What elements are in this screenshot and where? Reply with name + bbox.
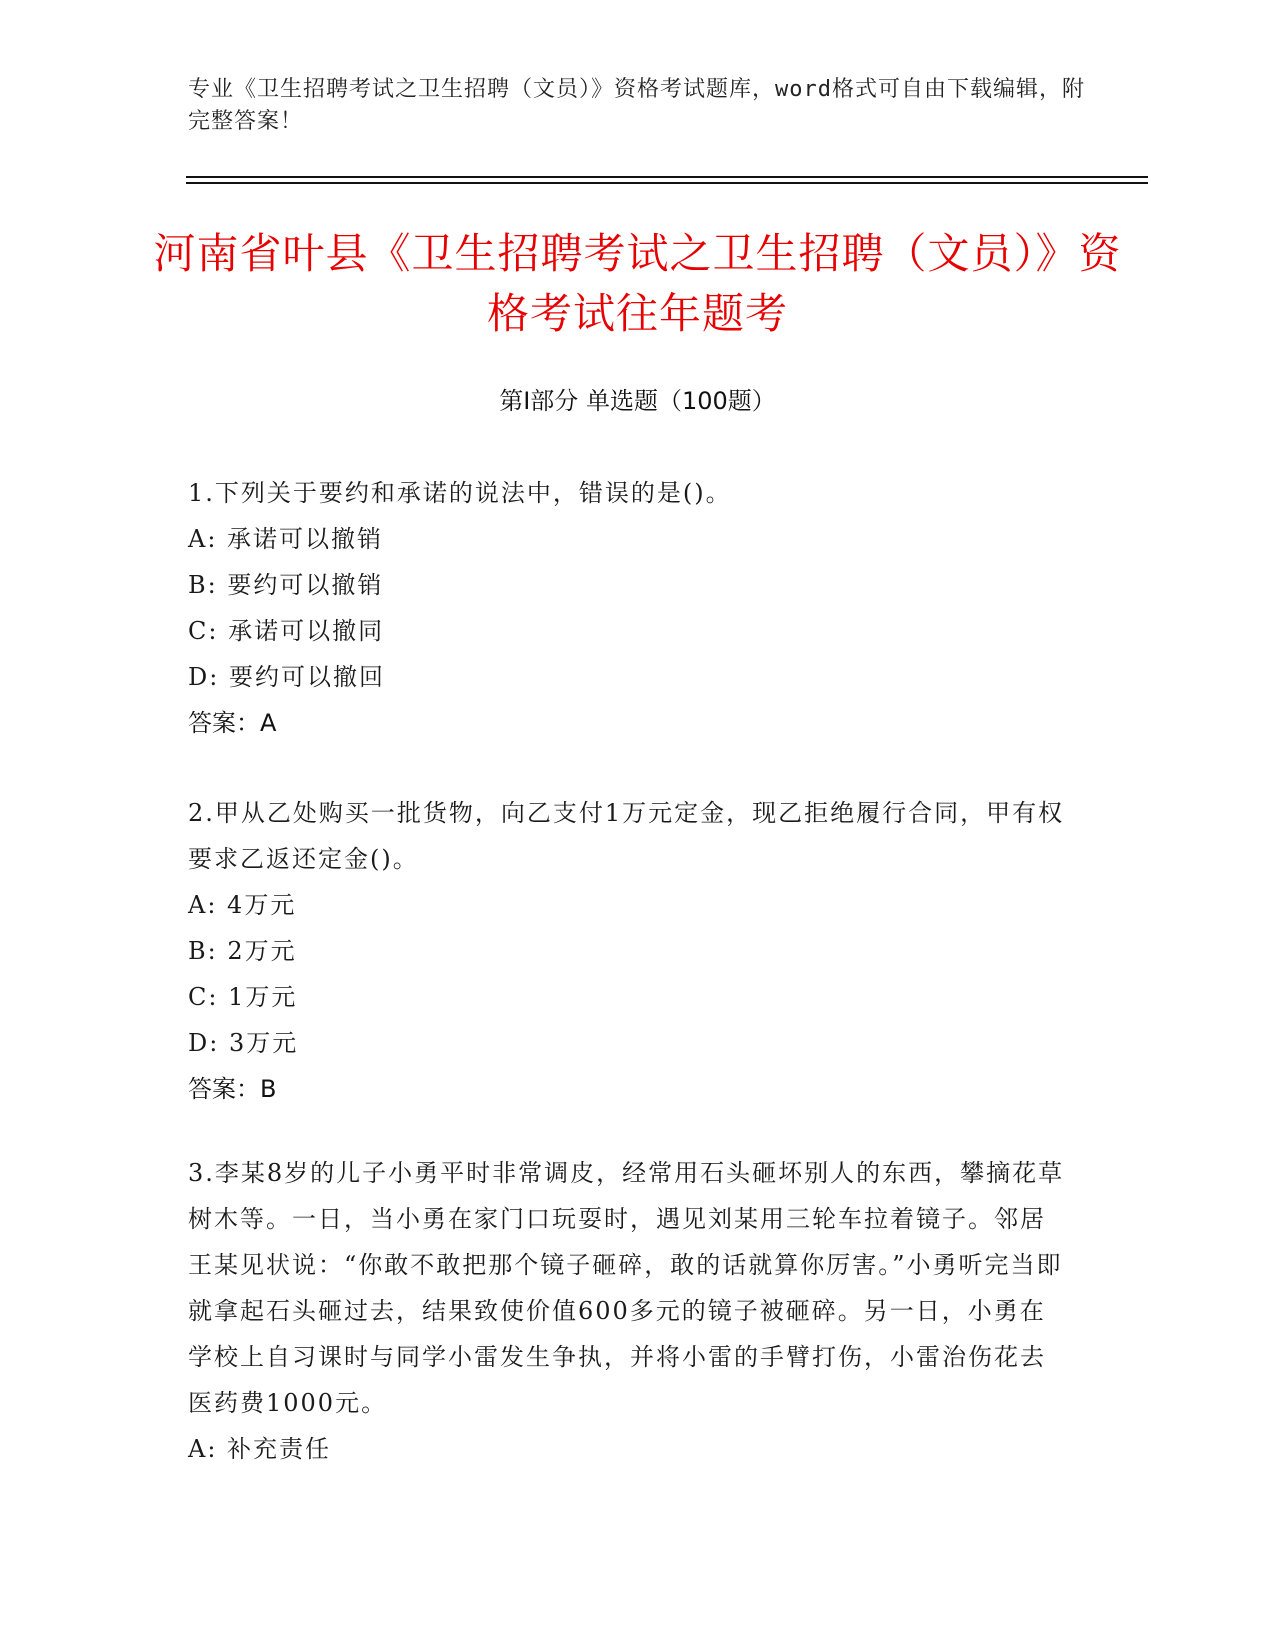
option-a: A: 补充责任 [188, 1435, 332, 1463]
option-c: C: 1万元 [188, 983, 298, 1011]
option-d: D: 3万元 [188, 1029, 299, 1057]
question-3 [188, 1150, 1068, 1472]
option-b: B: 2万元 [188, 937, 297, 965]
document-title: 河南省叶县《卫生招聘考试之卫生招聘（文员）》资格考试往年题考 [153, 229, 1122, 338]
question-text: 1.下列关于要约和承诺的说法中，错误的是()。 [188, 479, 732, 507]
header-divider-top [186, 176, 1148, 178]
answer: 答案：A [188, 709, 277, 737]
header-note: 专业《卫生招聘考试之卫生招聘（文员）》资格考试题库，word格式可自由下载编辑，附完整答案！ [188, 77, 1085, 134]
question-1 [188, 470, 1068, 746]
question-text: 3.李某8岁的儿子小勇平时非常调皮，经常用石头砸坏别人的东西，攀摘花草树木等。一日，当小勇在家门口玩耍时，遇见刘某用三轮车拉着镜子。邻居王某见状说：“你敢不敢把那个镜子砸碎，敢的话就算你厉害。”小勇听完当即就拿起石头砸过去，结果致使价值600多元的镜子被砸碎。另一日，小勇在学校上自习课时与同学小雷发生争执，并将小雷的手臂打伤，小雷治伤花去医药费1000元。 [188, 1159, 1065, 1417]
question-text: 2.甲从乙处购买一批货物，向乙支付1万元定金，现乙拒绝履行合同，甲有权要求乙返还定金()。 [188, 799, 1065, 873]
option-b: B: 要约可以撤销 [188, 571, 384, 599]
option-d: D: 要约可以撤回 [188, 663, 385, 691]
option-a: A: 4万元 [188, 891, 297, 919]
option-a: A: 承诺可以撤销 [188, 525, 384, 553]
option-c: C: 承诺可以撤同 [188, 617, 385, 645]
answer: 答案：B [188, 1075, 277, 1103]
section-title: 第Ⅰ部分 单选题（100题） [499, 387, 776, 415]
question-2 [188, 790, 1068, 1112]
header-divider-bottom [186, 182, 1148, 184]
